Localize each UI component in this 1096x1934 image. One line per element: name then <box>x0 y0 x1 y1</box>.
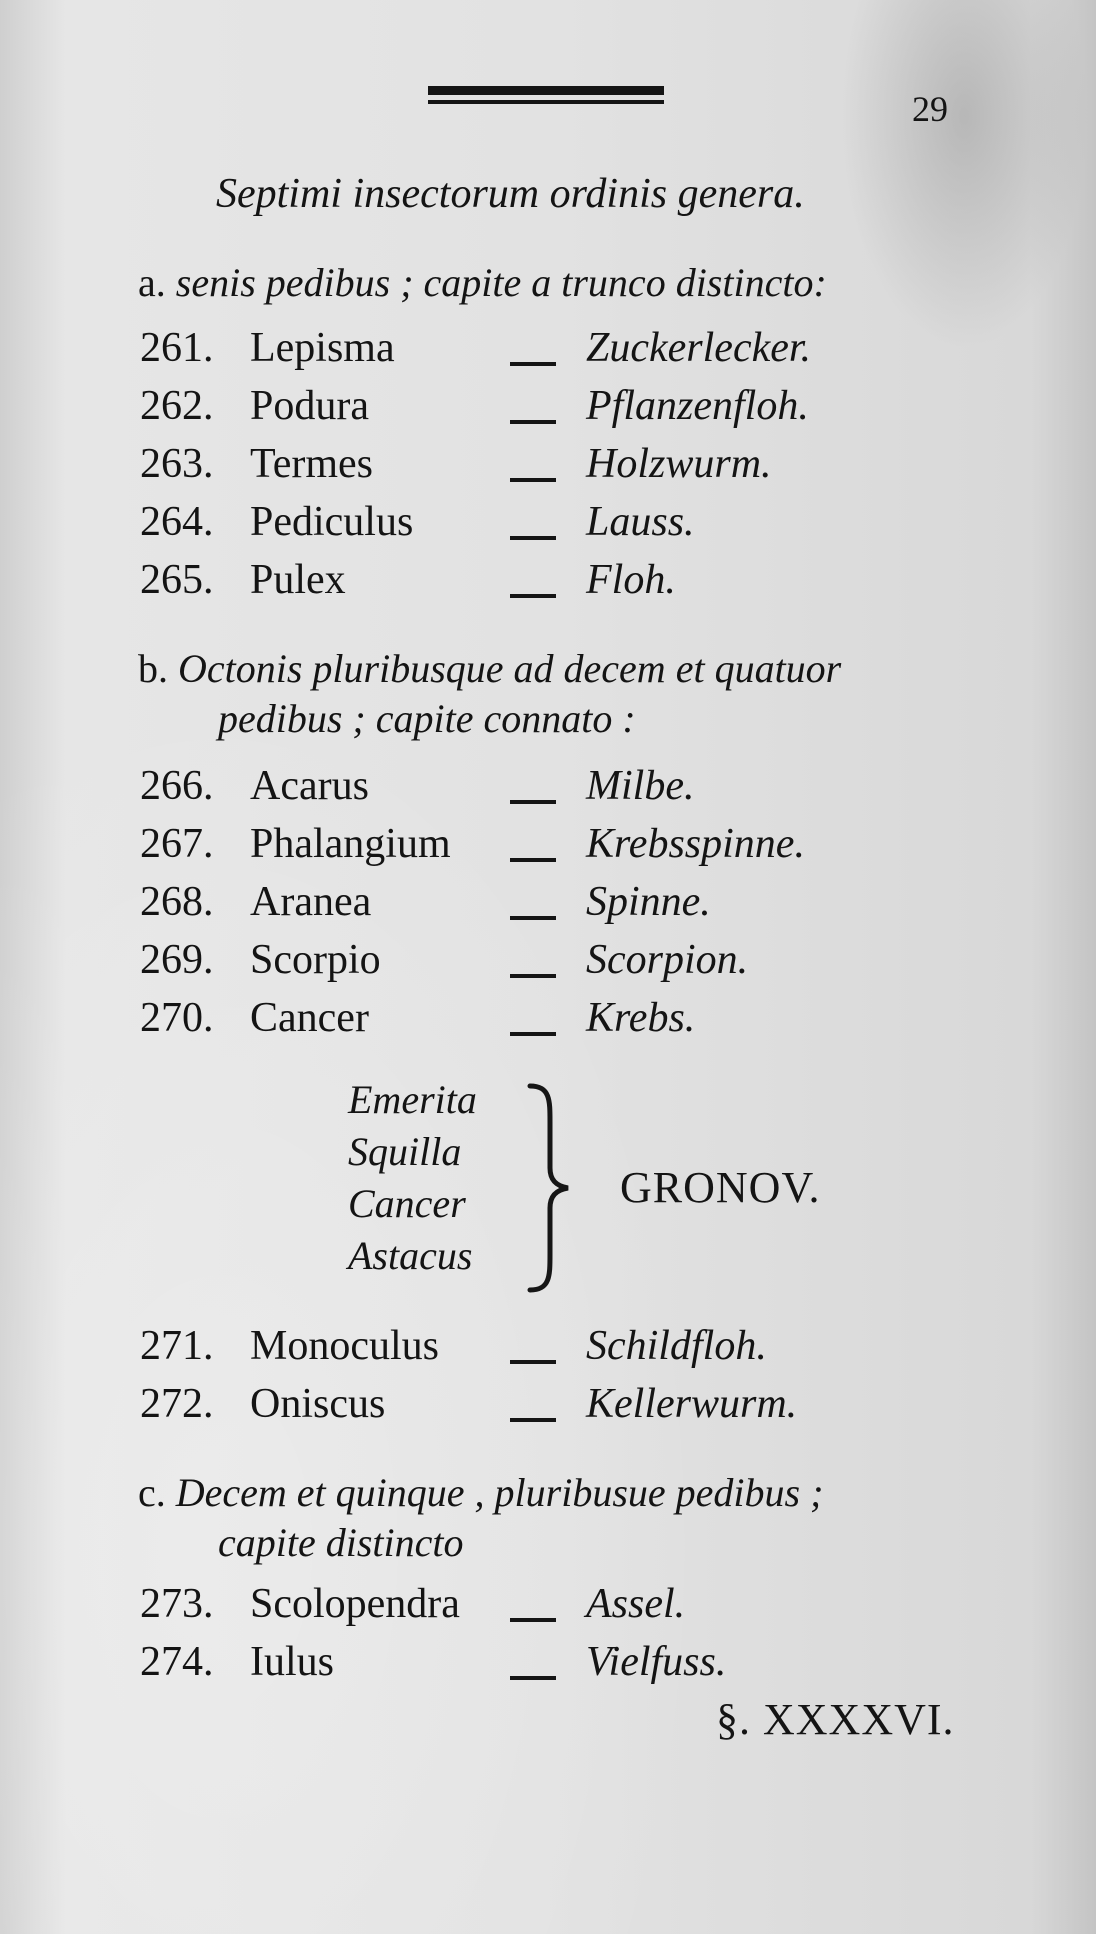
curly-brace-icon <box>524 1082 576 1294</box>
entry-number: 266. <box>140 763 214 809</box>
gronov-genera-list <box>348 1074 477 1282</box>
entry-common-name: Milbe. <box>586 763 695 809</box>
entry-genus: Cancer <box>250 995 369 1041</box>
section-text-line1: Decem et quinque , pluribusue pedibus ; <box>175 1470 824 1515</box>
dash-separator <box>510 858 556 862</box>
section-label: c. <box>138 1470 166 1515</box>
entry-genus: Monoculus <box>250 1323 439 1369</box>
table-row <box>140 820 940 872</box>
gronov-genus: Squilla <box>348 1129 462 1174</box>
table-row <box>140 762 940 814</box>
table-row <box>140 1638 940 1690</box>
table-row <box>140 556 940 608</box>
section-text-line2: capite distincto <box>218 1520 464 1565</box>
section-text-line1: Octonis pluribusque ad decem et quatuor <box>178 646 842 691</box>
entry-common-name: Krebsspinne. <box>586 821 805 867</box>
entry-genus: Lepisma <box>250 325 395 371</box>
table-row <box>140 878 940 930</box>
entry-number: 264. <box>140 499 214 545</box>
entry-common-name: Lauss. <box>586 499 695 545</box>
entry-genus: Phalangium <box>250 821 451 867</box>
page-heading: Septimi insectorum ordinis genera. <box>216 171 805 217</box>
section-label: a. <box>138 260 166 305</box>
entry-genus: Podura <box>250 383 369 429</box>
dash-separator <box>510 420 556 424</box>
entry-genus: Oniscus <box>250 1381 386 1427</box>
entry-common-name: Pflanzenfloh. <box>586 383 809 429</box>
entry-number: 267. <box>140 821 214 867</box>
dash-separator <box>510 536 556 540</box>
entry-number: 261. <box>140 325 214 371</box>
entry-common-name: Schildfloh. <box>586 1323 767 1369</box>
dash-separator <box>510 974 556 978</box>
dash-separator <box>510 1676 556 1680</box>
header-rule-thick <box>428 86 664 95</box>
entry-genus: Pulex <box>250 557 346 603</box>
paragraph-marker: §. XXXXVI. <box>716 1695 955 1744</box>
dash-separator <box>510 594 556 598</box>
entry-common-name: Scorpion. <box>586 937 749 983</box>
entry-genus: Scorpio <box>250 937 381 983</box>
gronov-label: GRONOV. <box>620 1163 821 1212</box>
entry-common-name: Zuckerlecker. <box>586 325 812 371</box>
entry-number: 272. <box>140 1381 214 1427</box>
page-number: 29 <box>912 89 948 129</box>
entry-genus: Aranea <box>250 879 372 925</box>
section-a-heading <box>138 258 827 308</box>
table-row <box>140 498 940 550</box>
table-row <box>140 936 940 988</box>
dash-separator <box>510 916 556 920</box>
entry-genus: Pediculus <box>250 499 414 545</box>
entry-common-name: Spinne. <box>586 879 711 925</box>
dash-separator <box>510 1032 556 1036</box>
section-label: b. <box>138 646 168 691</box>
table-row <box>140 440 940 492</box>
entry-common-name: Vielfuss. <box>586 1639 727 1685</box>
dash-separator <box>510 800 556 804</box>
section-text-line2: pedibus ; capite connato : <box>218 696 636 741</box>
dash-separator <box>510 1360 556 1364</box>
entry-number: 268. <box>140 879 214 925</box>
dash-separator <box>510 1418 556 1422</box>
table-row <box>140 1380 940 1432</box>
entry-number: 270. <box>140 995 214 1041</box>
entry-number: 274. <box>140 1639 214 1685</box>
gronov-genus: Emerita <box>348 1077 477 1122</box>
entry-common-name: Assel. <box>586 1581 686 1627</box>
entry-number: 263. <box>140 441 214 487</box>
entry-number: 265. <box>140 557 214 603</box>
dash-separator <box>510 362 556 366</box>
entry-genus: Termes <box>250 441 374 487</box>
section-b-heading <box>138 644 841 744</box>
dash-separator <box>510 1618 556 1622</box>
entry-common-name: Floh. <box>586 557 676 603</box>
table-row <box>140 382 940 434</box>
entry-number: 269. <box>140 937 214 983</box>
entry-genus: Iulus <box>250 1639 334 1685</box>
section-c-heading <box>138 1468 823 1568</box>
entry-number: 262. <box>140 383 214 429</box>
entry-genus: Acarus <box>250 763 369 809</box>
table-row <box>140 1580 940 1632</box>
entry-genus: Scolopendra <box>250 1581 460 1627</box>
gronov-genus: Astacus <box>348 1233 473 1278</box>
header-rule-thin <box>428 100 664 104</box>
entry-common-name: Kellerwurm. <box>586 1381 798 1427</box>
table-row <box>140 994 940 1046</box>
entry-number: 273. <box>140 1581 214 1627</box>
gronov-genus: Cancer <box>348 1181 466 1226</box>
table-row <box>140 324 940 376</box>
section-text: senis pedibus ; capite a trunco distincto: <box>175 260 827 305</box>
entry-number: 271. <box>140 1323 214 1369</box>
table-row <box>140 1322 940 1374</box>
dash-separator <box>510 478 556 482</box>
entry-common-name: Krebs. <box>586 995 696 1041</box>
entry-common-name: Holzwurm. <box>586 441 772 487</box>
